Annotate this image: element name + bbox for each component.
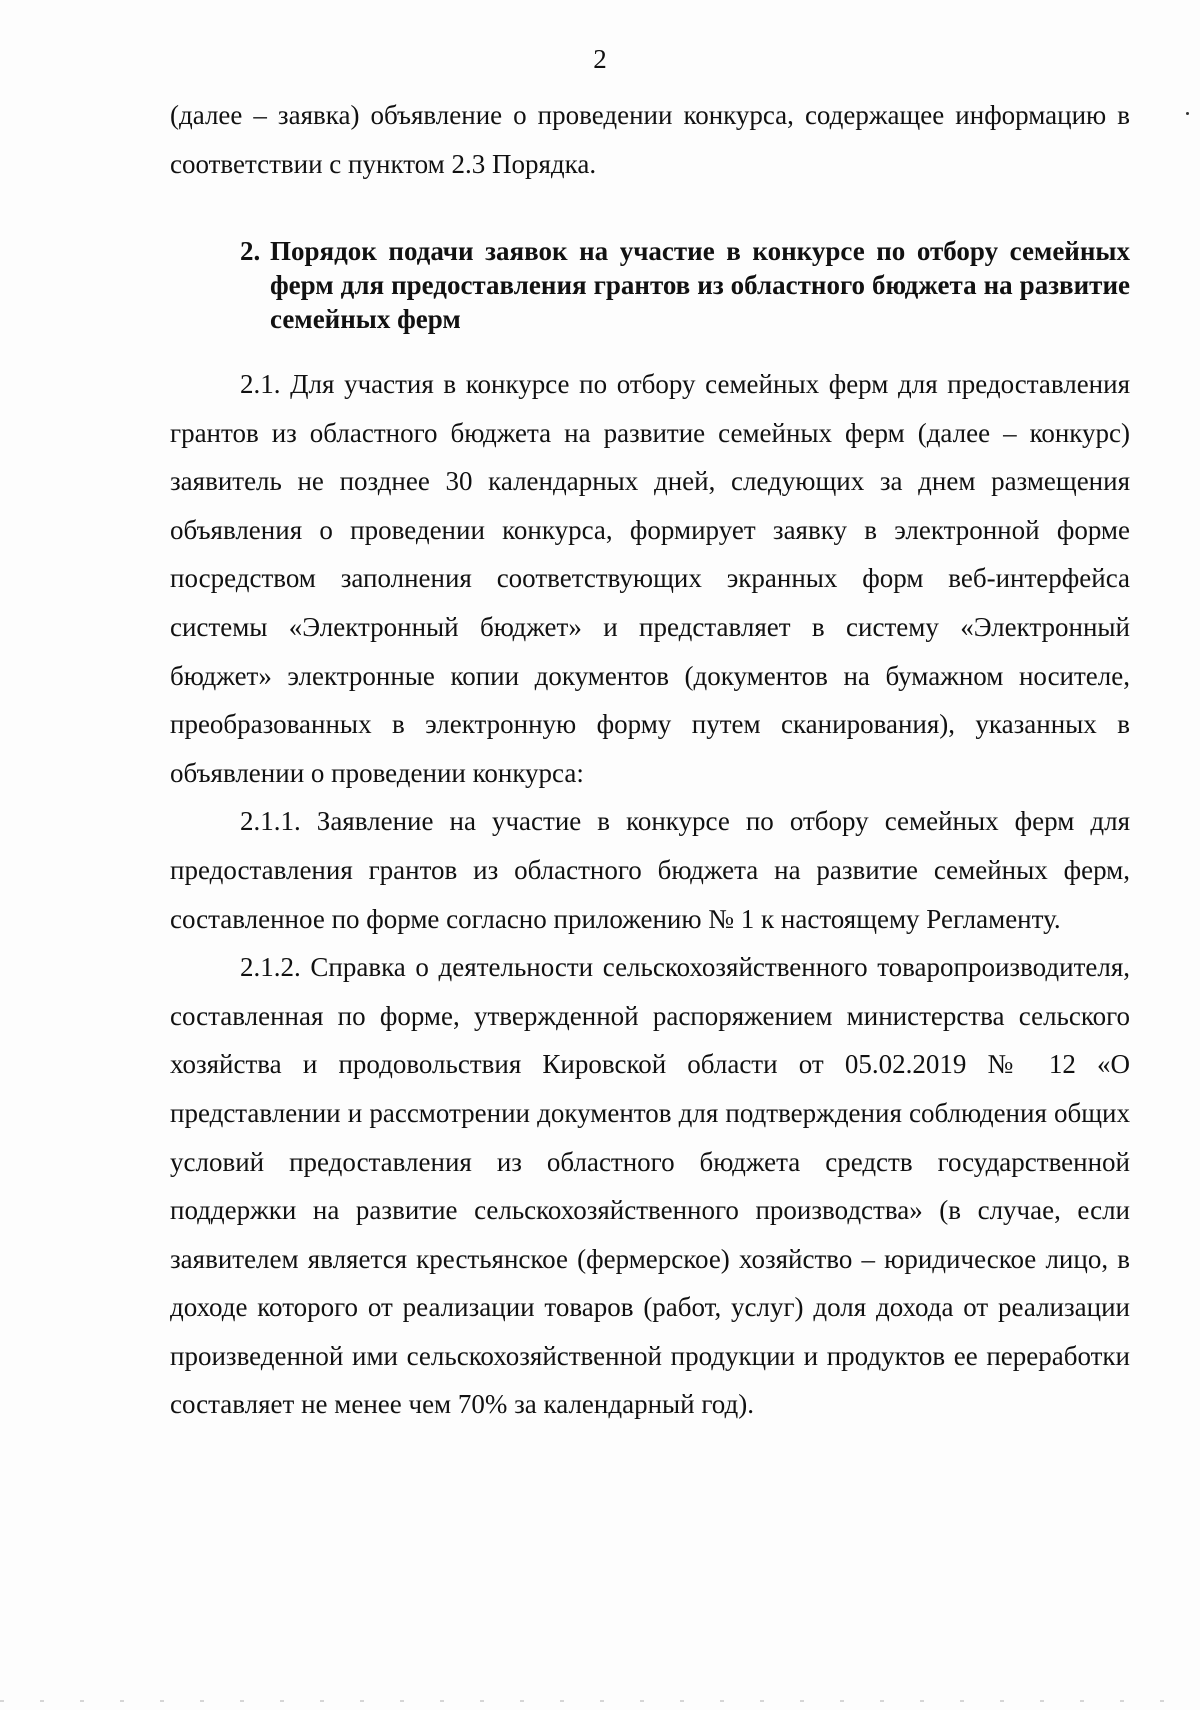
section-heading [240,234,1130,336]
intro-paragraph: (далее – заявка) объявление о проведении конкурса, содержащее информацию в соответствии с пунктом 2.3 Порядка. [170,100,1130,179]
section-heading-title: Порядок подачи заявок на участие в конкурсе по отбору семейных ферм для предоставления грантов из областного бюджета на развитие семейных ферм [270,236,1130,334]
section-heading-number: 2. [240,236,261,266]
paragraph-2-1-2: 2.1.2. Справка о деятельности сельскохозяйственного товаропроизводителя, составленная по форме, утвержденной распоряжением министерства сельского хозяйства и продовольствия Кировской области от 05.02.2019 № 12 «О представлении и рассмотрении документов для подтверждения соблюдения общих условий предоставления из областного бюджета средств государственной поддержки на развитие сельскохозяйственного производства» (в случае, если заявителем является крестьянское (фермерское) хозяйство – юридическое лицо, в доходе которого от реализации товаров (работ, услуг) доля дохода от реализации произведенной ими сельскохозяйственной продукции и продуктов ее переработки составляет не менее чем 70% за календарный год). [170,952,1130,1420]
scan-bottom-edge [0,1700,1200,1702]
paragraph-2-1-1: 2.1.1. Заявление на участие в конкурсе по отбору семейных ферм для предоставления грантов из областного бюджета на развитие семейных ферм, составленное по форме согласно приложению № 1 к настоящему Регламенту. [170,806,1130,934]
page-number: 2 [593,44,607,74]
section-body [170,360,1130,1429]
intro-block [170,91,1130,188]
paragraph-2-1: 2.1. Для участия в конкурсе по отбору семейных ферм для предоставления грантов из областного бюджета на развитие семейных ферм (далее – конкурс) заявитель не позднее 30 календарных дней, следующих за днем размещения объявления о проведении конкурса, формирует заявку в электронной форме посредством заполнения соответствующих экранных форм веб-интерфейса системы «Электронный бюджет» и представляет в систему «Электронный бюджет» электронные копии документов (документов на бумажном носителе, преобразованных в электронную форму путем сканирования), указанных в объявлении о проведении конкурса: [170,369,1130,788]
scan-mark [1186,112,1189,115]
